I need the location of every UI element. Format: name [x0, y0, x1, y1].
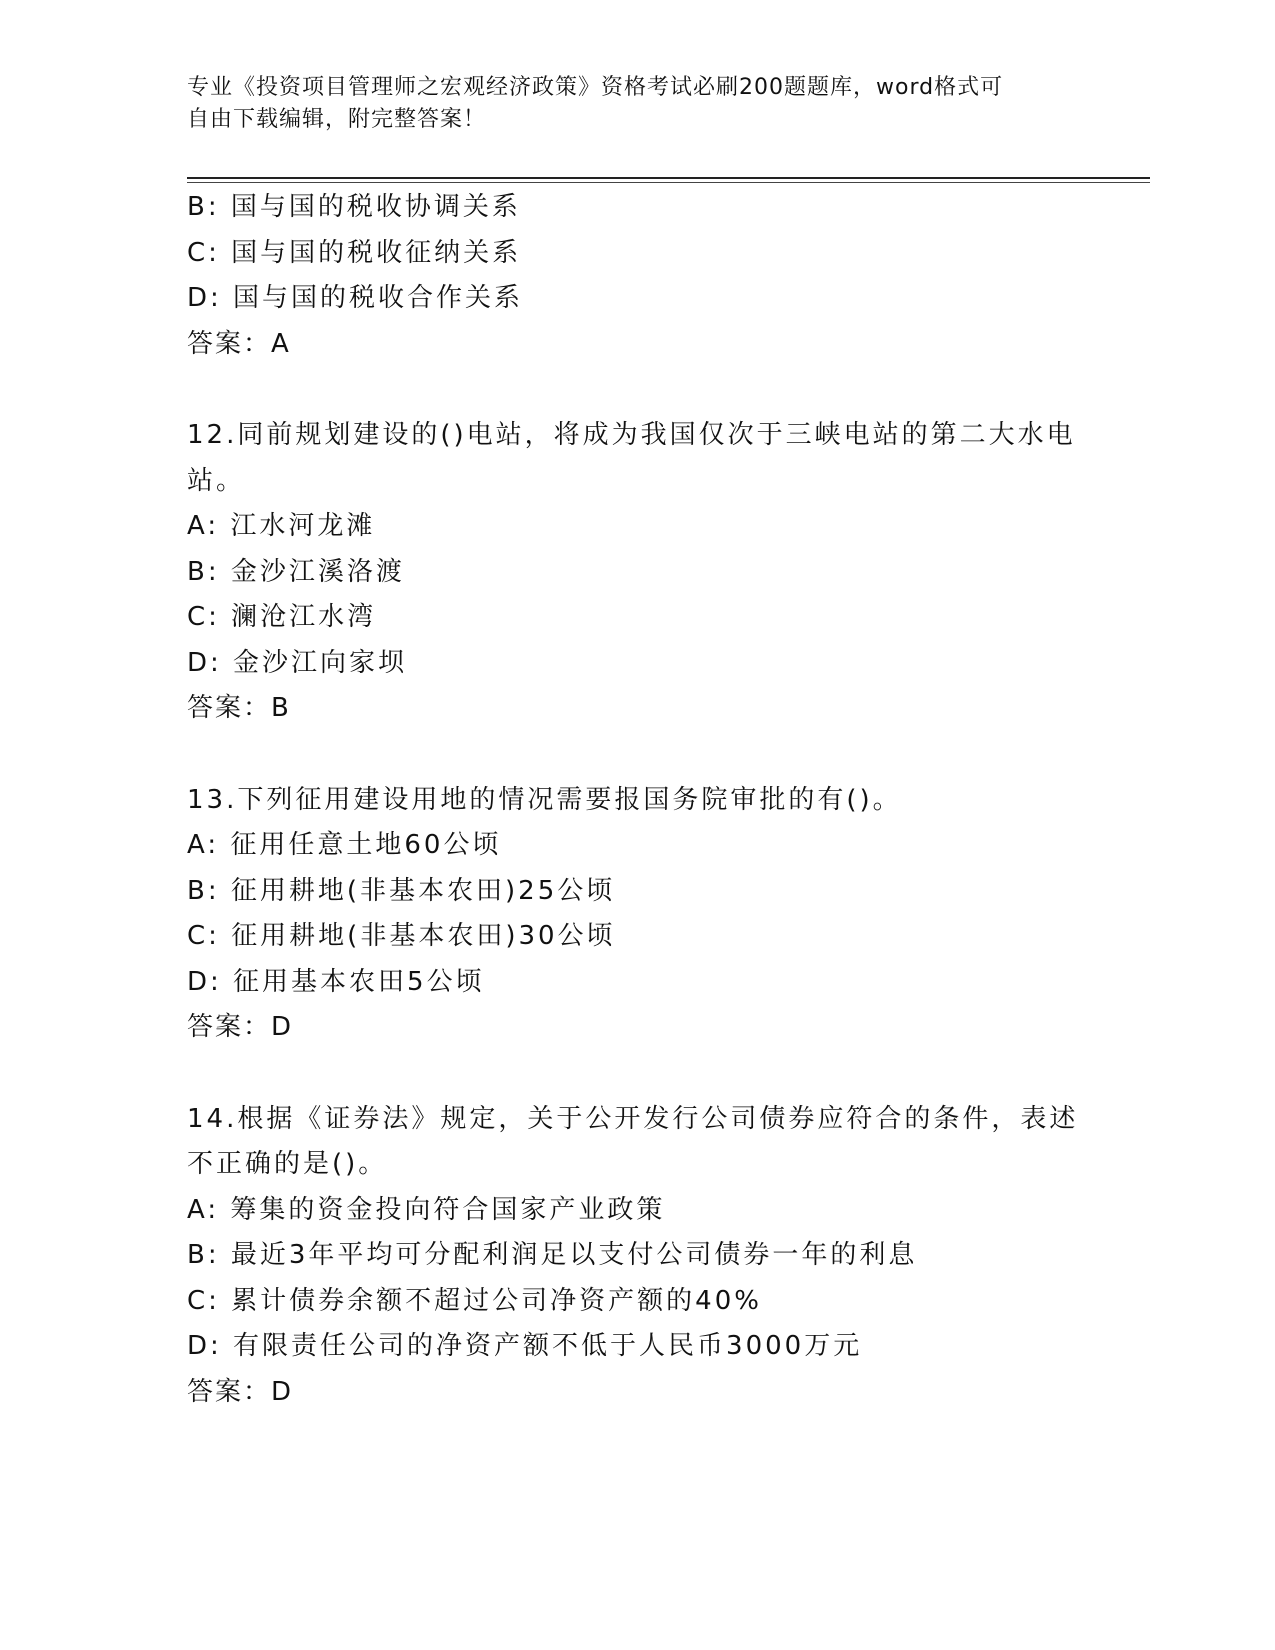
question-13 [187, 778, 1087, 1051]
option-b: B: 金沙江溪洛渡 [187, 556, 405, 587]
question-list [187, 185, 1087, 1415]
question-stem-line-2: 不正确的是()。 [187, 1149, 388, 1179]
option-d: D: 征用基本农田5公顷 [187, 966, 485, 997]
question-stem-line-1: 14.根据《证券法》规定，关于公开发行公司债券应符合的条件，表述 [187, 1103, 1079, 1134]
answer-line: 答案：A [187, 328, 291, 359]
answer-line: 答案：D [187, 1376, 294, 1407]
option-d: D: 有限责任公司的净资产额不低于人民币3000万元 [187, 1331, 863, 1361]
header-line-1: 专业《投资项目管理师之宏观经济政策》资格考试必刷200题题库，word格式可 [187, 75, 1004, 100]
option-c: C: 澜沧江水湾 [187, 602, 377, 632]
option-a: A: 征用任意土地60公顷 [187, 830, 502, 860]
spacer [187, 1051, 1087, 1097]
option-a: A: 筹集的资金投向符合国家产业政策 [187, 1194, 666, 1225]
option-b: B: 征用耕地(非基本农田)25公顷 [187, 875, 616, 906]
question-11-continued [187, 185, 1087, 367]
option-c: C: 累计债券余额不超过公司净资产额的40% [187, 1285, 762, 1316]
option-a: A: 江水河龙滩 [187, 511, 376, 541]
question-12 [187, 413, 1087, 732]
answer-line: 答案：D [187, 1012, 294, 1042]
question-stem-line-1: 12.同前规划建设的()电站，将成为我国仅次于三峡电站的第二大水电 [187, 420, 1076, 450]
header-divider-thin [187, 182, 1150, 183]
option-d: D: 金沙江向家坝 [187, 647, 408, 678]
question-stem-line-2: 站。 [187, 465, 246, 496]
option-b: B: 国与国的税收协调关系 [187, 192, 521, 222]
option-d: D: 国与国的税收合作关系 [187, 283, 524, 313]
document-header [187, 72, 1087, 136]
spacer [187, 732, 1087, 778]
option-c: C: 征用耕地(非基本农田)30公顷 [187, 921, 616, 951]
answer-line: 答案：B [187, 693, 291, 723]
question-14 [187, 1097, 1087, 1416]
spacer [187, 367, 1087, 413]
header-divider-thick [187, 177, 1150, 179]
header-line-2: 自由下载编辑，附完整答案！ [187, 107, 487, 132]
question-stem-line-1: 13.下列征用建设用地的情况需要报国务院审批的有()。 [187, 784, 902, 815]
option-b: B: 最近3年平均可分配利润足以支付公司债券一年的利息 [187, 1240, 918, 1270]
option-c: C: 国与国的税收征纳关系 [187, 237, 522, 268]
